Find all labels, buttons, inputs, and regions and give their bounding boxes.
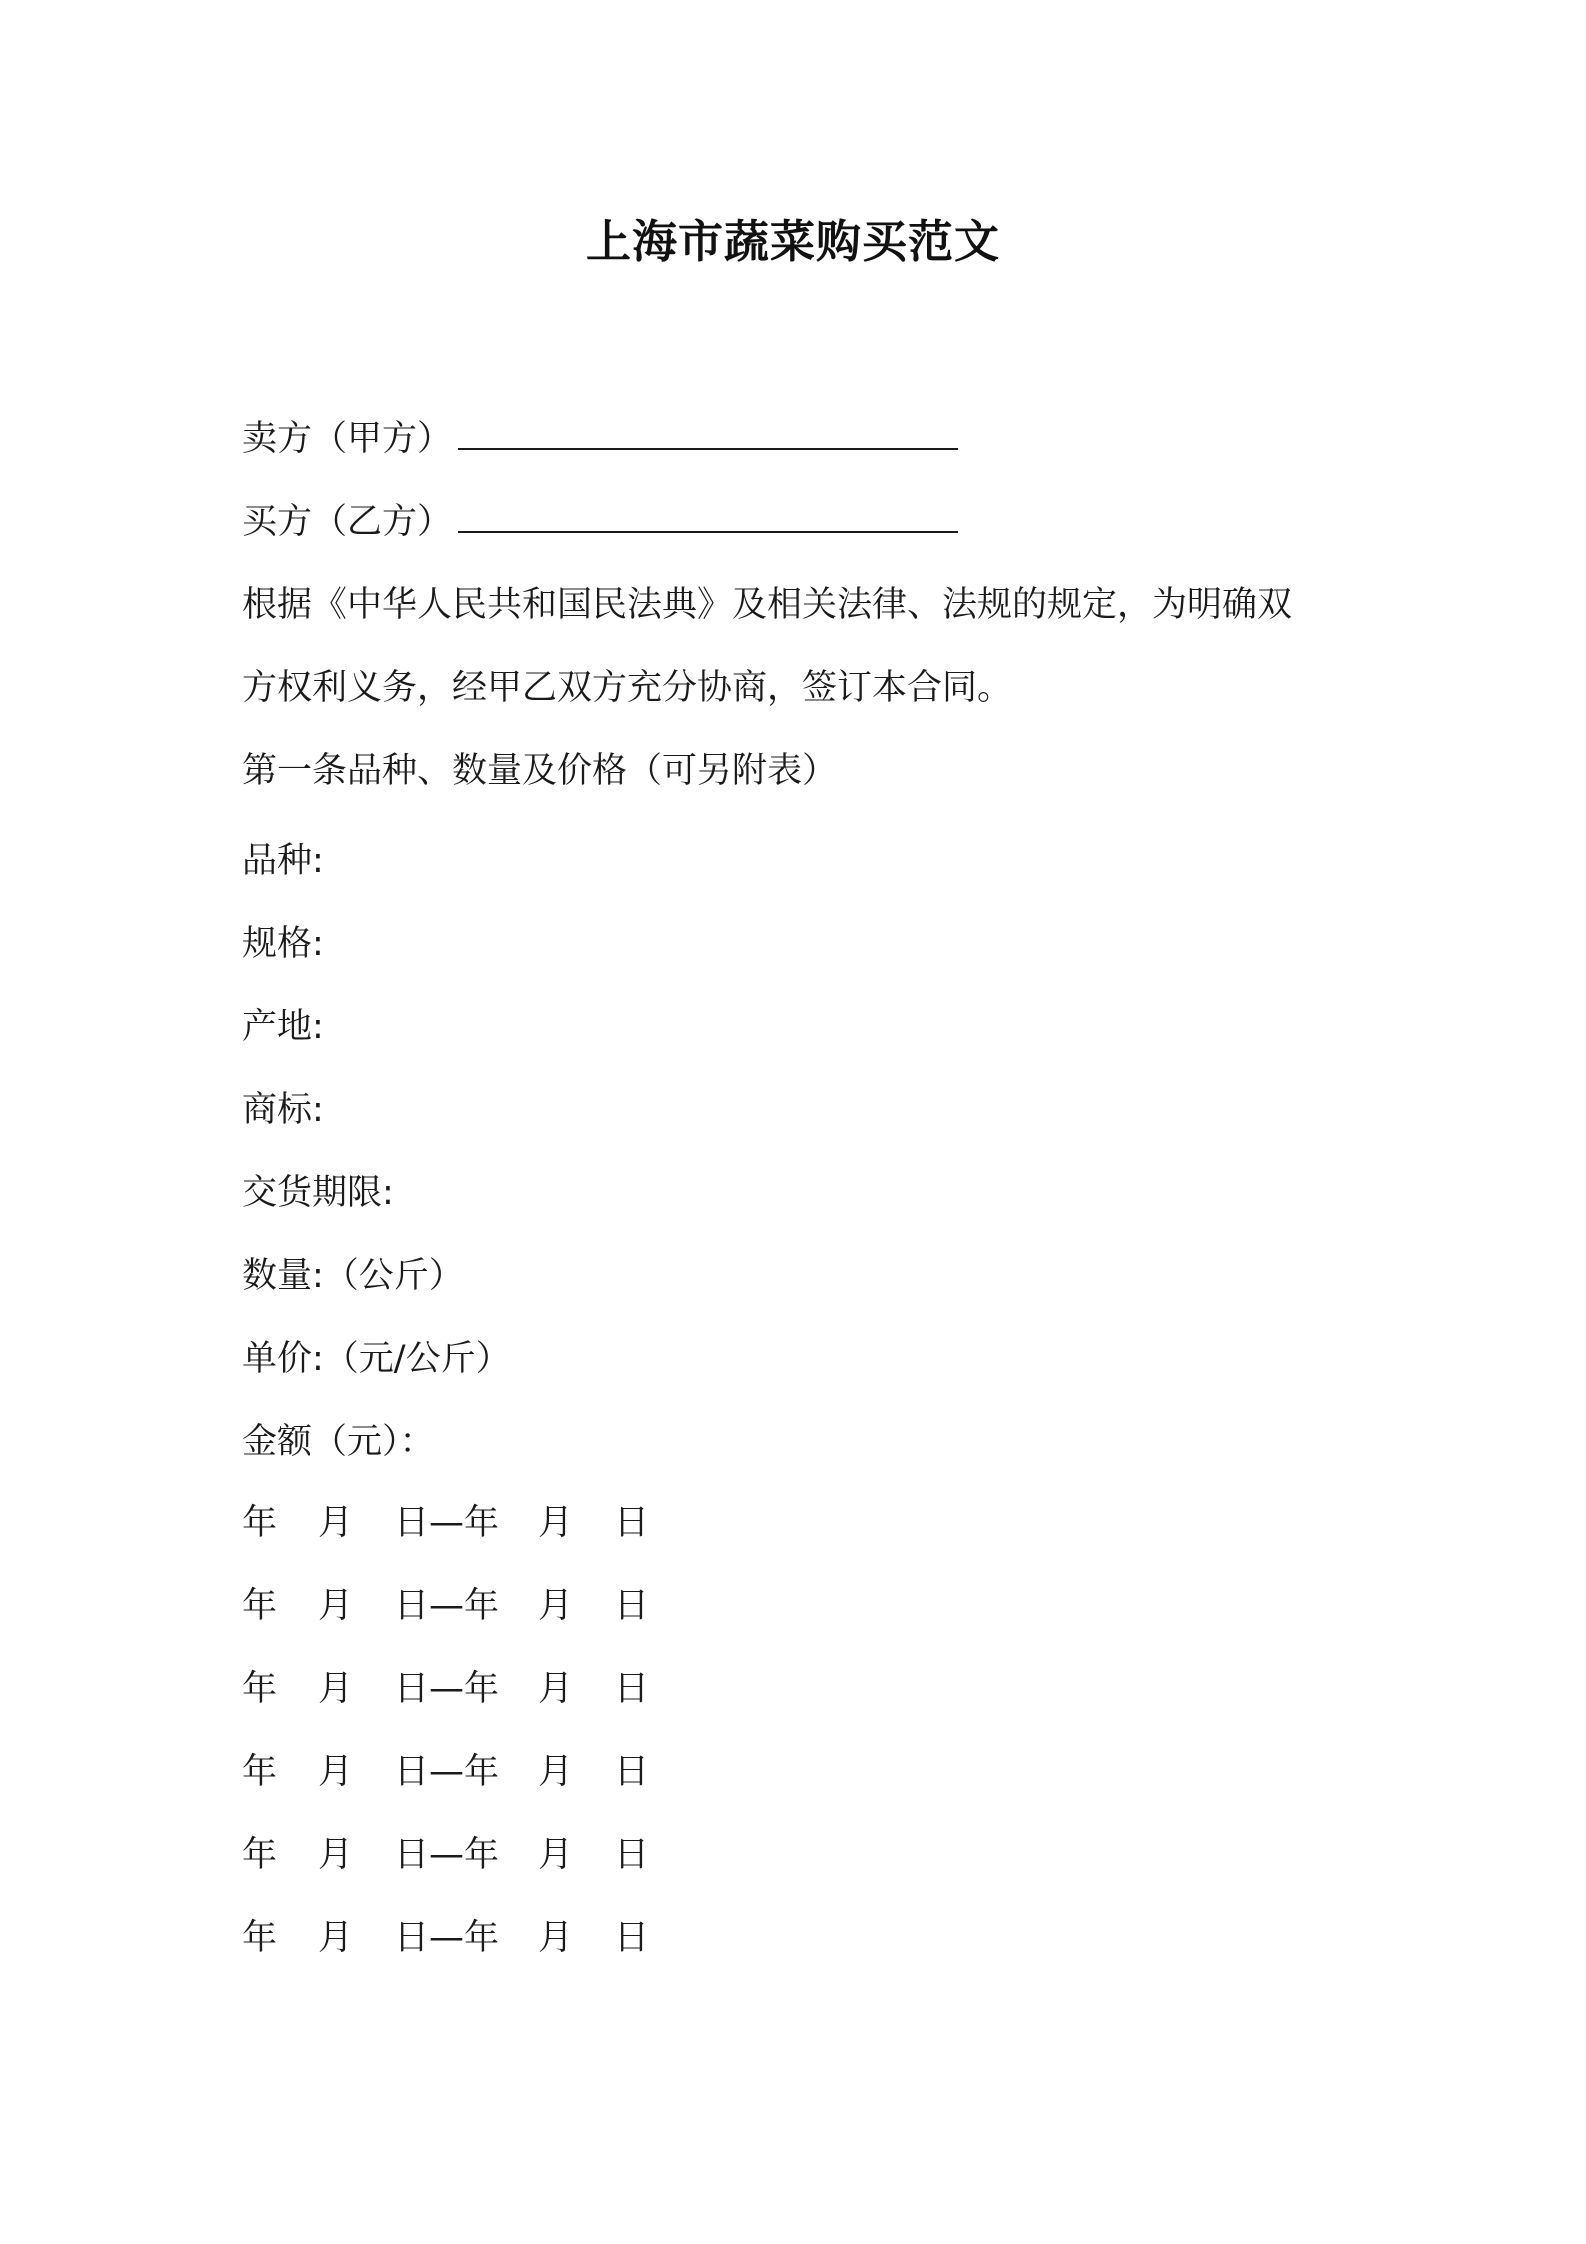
field-delivery-period: 交货期限: [242,1173,394,1213]
date-range-row [242,1498,702,1548]
date-range-row [242,1913,702,1963]
article1-heading: 第一条品种、数量及价格（可另附表） [242,751,838,791]
buyer-line [242,497,958,547]
date-month-start: 月 [318,1918,354,1958]
intro-line-1: 根据《中华人民共和国民法典》及相关法律、法规的规定，为明确双 [242,585,1293,625]
seller-line [242,414,958,464]
field-quantity: 数量:（公斤） [242,1256,464,1296]
date-day-end: 日 [614,1752,650,1792]
date-year-start: 年 [242,1586,278,1626]
date-month-start: 月 [318,1669,354,1709]
date-day-end: 日 [614,1503,650,1543]
date-month-end: 月 [538,1586,574,1626]
date-day-end: 日 [614,1586,650,1626]
date-year-start: 年 [242,1503,278,1543]
date-month-start: 月 [318,1586,354,1626]
date-month-end: 月 [538,1669,574,1709]
buyer-label: 买方（乙方） [242,502,453,542]
seller-label: 卖方（甲方） [242,419,453,459]
field-amount: 金额（元）： [242,1422,435,1462]
field-variety: 品种: [242,841,324,881]
field-trademark: 商标: [242,1090,324,1130]
date-year-start: 年 [242,1918,278,1958]
date-range-row [242,1747,702,1797]
field-origin: 产地: [242,1007,324,1047]
date-range-row [242,1581,702,1631]
date-day-end: 日 [614,1835,650,1875]
seller-blank [458,414,958,450]
intro-line-2: 方权利义务，经甲乙双方充分协商，签订本合同。 [242,668,1013,708]
date-month-start: 月 [318,1503,354,1543]
date-day-start-year-end: 日—年 [394,1586,500,1626]
date-range-row [242,1830,702,1880]
date-day-start-year-end: 日—年 [394,1752,500,1792]
date-day-start-year-end: 日—年 [394,1669,500,1709]
date-month-start: 月 [318,1835,354,1875]
date-day-end: 日 [614,1669,650,1709]
date-month-start: 月 [318,1752,354,1792]
date-range-row [242,1664,702,1714]
date-month-end: 月 [538,1835,574,1875]
field-spec: 规格: [242,924,324,964]
date-day-start-year-end: 日—年 [394,1503,500,1543]
date-year-start: 年 [242,1752,278,1792]
date-year-start: 年 [242,1835,278,1875]
date-month-end: 月 [538,1918,574,1958]
date-day-start-year-end: 日—年 [394,1918,500,1958]
date-month-end: 月 [538,1503,574,1543]
buyer-blank [458,497,958,533]
field-unit-price: 单价:（元/公斤） [242,1339,511,1379]
document-title: 上海市蔬菜购买范文 [585,215,1000,268]
date-day-end: 日 [614,1918,650,1958]
date-month-end: 月 [538,1752,574,1792]
date-day-start-year-end: 日—年 [394,1835,500,1875]
date-year-start: 年 [242,1669,278,1709]
